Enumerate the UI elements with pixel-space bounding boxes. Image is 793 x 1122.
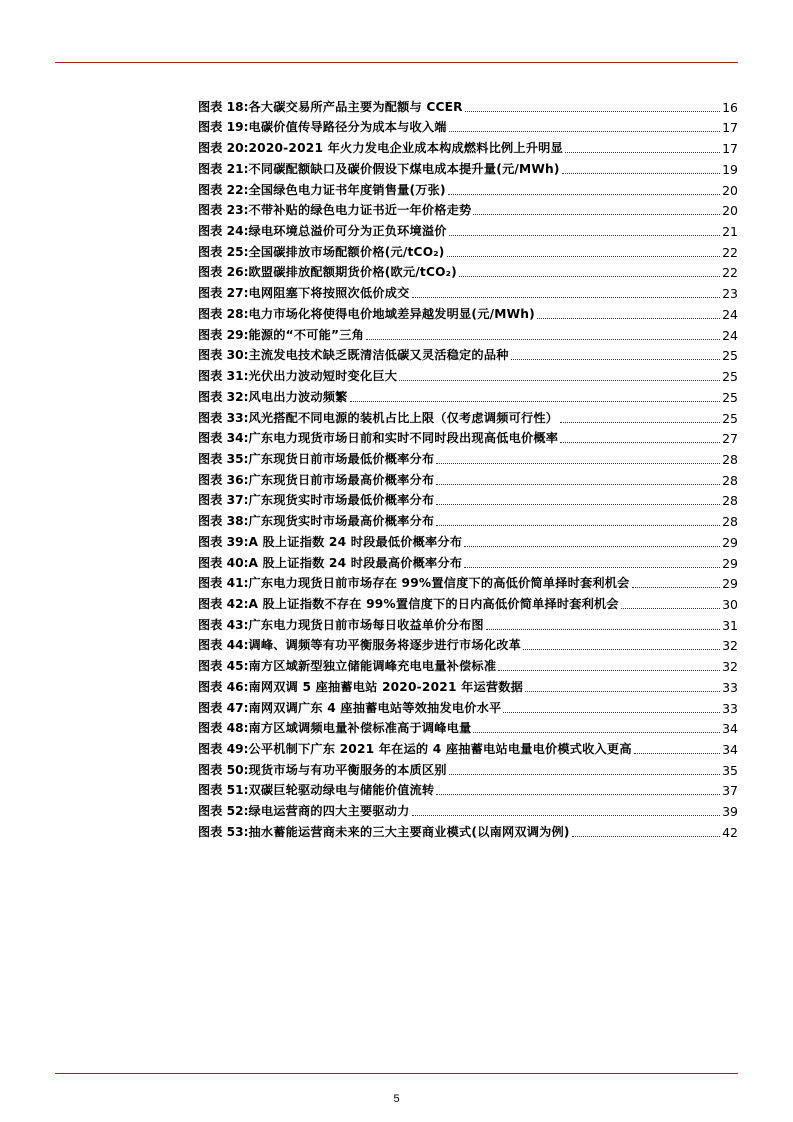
toc-entry-page: 42 bbox=[722, 824, 738, 840]
dot-leader bbox=[465, 110, 720, 112]
toc-entry-page: 34 bbox=[722, 742, 738, 757]
toc-entry-title: 公平机制下广东 2021 年在运的 4 座抽蓄电站电量电价模式收入更高 bbox=[248, 742, 632, 756]
toc-entry-page: 28 bbox=[722, 493, 738, 509]
toc-entry-page: 25 bbox=[722, 369, 738, 385]
toc-entry-label: 图表 36: bbox=[198, 472, 249, 487]
toc-entry-label: 图表 48: bbox=[198, 721, 249, 736]
toc-entry[interactable] bbox=[198, 633, 738, 654]
header-rule bbox=[55, 62, 738, 63]
dot-leader bbox=[560, 421, 720, 423]
toc-entry-page: 32 bbox=[722, 659, 738, 675]
toc-entry[interactable] bbox=[198, 798, 738, 819]
dot-leader bbox=[436, 503, 720, 505]
toc-entry-page: 32 bbox=[722, 638, 738, 654]
toc-entry-page: 29 bbox=[722, 555, 738, 571]
toc-entry-page: 29 bbox=[722, 576, 738, 592]
dot-leader bbox=[399, 379, 720, 381]
toc-entry-label: 图表 40: bbox=[198, 555, 249, 570]
toc-entry-page: 24 bbox=[722, 306, 738, 322]
toc-entry-page: 24 bbox=[722, 327, 738, 343]
dot-leader bbox=[449, 773, 720, 775]
dot-leader bbox=[436, 793, 720, 795]
toc-entry-label: 图表 26: bbox=[198, 265, 249, 280]
dot-leader bbox=[562, 172, 720, 174]
toc-entry[interactable] bbox=[198, 488, 738, 509]
toc-entry[interactable] bbox=[198, 135, 738, 156]
toc-entry-label: 图表 51: bbox=[198, 783, 249, 798]
toc-entry[interactable] bbox=[198, 218, 738, 239]
toc-entry-title: 不同碳配额缺口及碳价假设下煤电成本提升量(元/MWh) bbox=[248, 161, 560, 176]
toc-entry[interactable] bbox=[198, 778, 738, 799]
toc-entry[interactable] bbox=[198, 405, 738, 426]
toc-entry-label: 图表 20: bbox=[198, 141, 249, 156]
toc-entry[interactable] bbox=[198, 653, 738, 674]
toc-entry-page: 35 bbox=[722, 762, 738, 778]
toc-entry-label: 图表 30: bbox=[198, 348, 249, 363]
dot-leader bbox=[350, 400, 720, 402]
toc-entry[interactable] bbox=[198, 343, 738, 364]
toc-entry-title: 风电出力波动频繁 bbox=[248, 389, 348, 404]
toc-entry-page: 25 bbox=[722, 410, 738, 426]
toc-entry-title: 全国绿色电力证书年度销售量(万张) bbox=[248, 182, 446, 197]
toc-entry[interactable] bbox=[198, 426, 738, 447]
toc-entry-label: 图表 28: bbox=[198, 306, 249, 321]
toc-entry-label: 图表 37: bbox=[198, 493, 249, 508]
toc-entry-label: 图表 38: bbox=[198, 514, 249, 529]
toc-entry-label: 图表 18: bbox=[198, 99, 249, 114]
dot-leader bbox=[436, 524, 720, 526]
toc-entry-label: 图表 35: bbox=[198, 451, 249, 466]
dot-leader bbox=[447, 255, 720, 257]
toc-entry-page: 34 bbox=[722, 721, 738, 737]
toc-entry-title: 广东电力现货市场日前和实时不同时段出现高低电价概率 bbox=[248, 431, 559, 446]
dot-leader bbox=[459, 275, 720, 277]
toc-entry-page: 28 bbox=[722, 451, 738, 467]
toc-entry[interactable] bbox=[198, 550, 738, 571]
toc-entry-title: 各大碳交易所产品主要为配额与 CCER bbox=[248, 99, 463, 114]
toc-entry[interactable] bbox=[198, 736, 738, 757]
toc-entry-label: 图表 44: bbox=[198, 638, 249, 653]
dot-leader bbox=[565, 151, 720, 153]
toc-entry-title: 调峰、调频等有功平衡服务将逐步进行市场化改革 bbox=[248, 638, 521, 653]
toc-entry-title: 主流发电技术缺乏既清洁低碳又灵活稳定的品种 bbox=[248, 348, 509, 363]
toc-entry[interactable] bbox=[198, 591, 738, 612]
toc-entry[interactable] bbox=[198, 612, 738, 633]
toc-entry[interactable] bbox=[198, 529, 738, 550]
toc-entry-label: 图表 52: bbox=[198, 804, 249, 819]
toc-entry-title: 广东现货日前市场最高价概率分布 bbox=[248, 472, 435, 487]
toc-entry-label: 图表 47: bbox=[198, 700, 249, 715]
toc-entry[interactable] bbox=[198, 280, 738, 301]
toc-entry-page: 17 bbox=[722, 141, 738, 157]
toc-entry-title: 不带补贴的绿色电力证书近一年价格走势 bbox=[248, 203, 472, 218]
toc-entry-title: 现货市场与有功平衡服务的本质区别 bbox=[248, 762, 447, 777]
toc-entry-page: 16 bbox=[722, 99, 738, 115]
toc-entry[interactable] bbox=[198, 757, 738, 778]
toc-entry-label: 图表 49: bbox=[198, 742, 249, 756]
toc-entry-label: 图表 34: bbox=[198, 431, 249, 446]
toc-entry-label: 图表 21: bbox=[198, 161, 249, 176]
toc-entry-label: 图表 50: bbox=[198, 762, 249, 777]
toc-entry-page: 23 bbox=[722, 286, 738, 302]
toc-entry-page: 29 bbox=[722, 534, 738, 550]
toc-entry[interactable] bbox=[198, 384, 738, 405]
toc-entry-label: 图表 41: bbox=[198, 576, 249, 591]
toc-entry-page: 22 bbox=[722, 265, 738, 281]
toc-entry-label: 图表 53: bbox=[198, 824, 249, 839]
dot-leader bbox=[632, 586, 720, 588]
dot-leader bbox=[511, 358, 720, 360]
toc-entry-title: 南网双调广东 4 座抽蓄电站等效抽发电价水平 bbox=[248, 700, 502, 715]
toc-entry-page: 20 bbox=[722, 182, 738, 198]
dot-leader bbox=[449, 234, 720, 236]
dot-leader bbox=[412, 814, 721, 816]
dot-leader bbox=[412, 296, 721, 298]
toc-entry-title: A 股上证指数 24 时段最低价概率分布 bbox=[248, 534, 463, 549]
toc-entry-page: 33 bbox=[722, 700, 738, 716]
toc-entry-label: 图表 22: bbox=[198, 182, 249, 197]
dot-leader bbox=[436, 483, 720, 485]
toc-entry-title: 广东电力现货日前市场存在 99%置信度下的高低价简单择时套利机会 bbox=[248, 576, 630, 591]
footer-rule bbox=[55, 1073, 738, 1074]
toc-entry-label: 图表 29: bbox=[198, 327, 249, 342]
toc-entry-label: 图表 27: bbox=[198, 286, 249, 301]
dot-leader bbox=[537, 317, 720, 319]
toc-entry-label: 图表 43: bbox=[198, 617, 249, 632]
toc-entry-title: 光伏出力波动短时变化巨大 bbox=[248, 369, 398, 384]
toc-entry-label: 图表 24: bbox=[198, 224, 249, 239]
page-number: 5 bbox=[393, 1093, 400, 1105]
toc-entry-title: 广东电力现货日前市场每日收益单价分布图 bbox=[248, 617, 484, 632]
toc-entry-title: 全国碳排放市场配额价格(元/tCO₂) bbox=[248, 244, 445, 259]
toc-entry[interactable] bbox=[198, 674, 738, 695]
toc-entry-label: 图表 31: bbox=[198, 369, 249, 384]
toc-entry-page: 22 bbox=[722, 244, 738, 260]
toc-entry-page: 25 bbox=[722, 389, 738, 405]
dot-leader bbox=[560, 441, 720, 443]
toc-entry[interactable] bbox=[198, 260, 738, 281]
toc-entry-page: 30 bbox=[722, 596, 738, 612]
toc-entry-title: 广东现货日前市场最低价概率分布 bbox=[248, 451, 435, 466]
table-of-figures bbox=[198, 94, 738, 840]
toc-entry-title: 南网双调 5 座抽蓄电站 2020-2021 年运营数据 bbox=[248, 679, 524, 694]
dot-leader bbox=[486, 628, 720, 630]
toc-entry-page: 28 bbox=[722, 514, 738, 530]
toc-entry-title: 南方区域新型独立储能调峰充电电量补偿标准 bbox=[248, 659, 497, 674]
toc-entry-page: 37 bbox=[722, 783, 738, 799]
dot-leader bbox=[449, 130, 720, 132]
toc-entry-title: 能源的“不可能”三角 bbox=[248, 327, 364, 342]
toc-entry-title: 2020-2021 年火力发电企业成本构成燃料比例上升明显 bbox=[248, 141, 563, 156]
toc-entry-title: A 股上证指数 24 时段最高价概率分布 bbox=[248, 555, 463, 570]
dot-leader bbox=[464, 545, 720, 547]
toc-entry[interactable] bbox=[198, 446, 738, 467]
dot-leader bbox=[498, 669, 720, 671]
toc-entry-title: 欧盟碳排放配额期货价格(欧元/tCO₂) bbox=[248, 265, 457, 280]
toc-entry[interactable] bbox=[198, 322, 738, 343]
dot-leader bbox=[448, 193, 720, 195]
toc-entry-page: 31 bbox=[722, 617, 738, 633]
toc-entry-page: 21 bbox=[722, 224, 738, 240]
toc-entry[interactable] bbox=[198, 301, 738, 322]
toc-entry-title: 广东现货实时市场最低价概率分布 bbox=[248, 493, 435, 508]
toc-entry[interactable] bbox=[198, 239, 738, 260]
toc-entry[interactable] bbox=[198, 695, 738, 716]
dot-leader bbox=[473, 213, 720, 215]
dot-leader bbox=[473, 731, 720, 733]
toc-entry-page: 27 bbox=[722, 431, 738, 447]
toc-entry-title: 抽水蓄能运营商未来的三大主要商业模式(以南网双调为例) bbox=[248, 824, 570, 839]
toc-entry-title: 电力市场化将使得电价地域差异越发明显(元/MWh) bbox=[248, 306, 535, 321]
toc-entry-label: 图表 32: bbox=[198, 389, 249, 404]
dot-leader bbox=[464, 566, 720, 568]
toc-entry[interactable] bbox=[198, 177, 738, 198]
toc-entry[interactable] bbox=[198, 819, 738, 840]
dot-leader bbox=[366, 338, 720, 340]
toc-entry-label: 图表 25: bbox=[198, 244, 249, 259]
toc-entry-label: 图表 19: bbox=[198, 120, 249, 135]
toc-entry-label: 图表 39: bbox=[198, 534, 249, 549]
toc-entry-page: 25 bbox=[722, 348, 738, 364]
toc-entry-page: 28 bbox=[722, 472, 738, 488]
toc-entry-title: 双碳巨轮驱动绿电与储能价值流转 bbox=[248, 783, 435, 798]
toc-entry[interactable] bbox=[198, 156, 738, 177]
dot-leader bbox=[436, 462, 720, 464]
toc-entry[interactable] bbox=[198, 467, 738, 488]
dot-leader bbox=[523, 648, 720, 650]
toc-entry[interactable] bbox=[198, 115, 738, 136]
dot-leader bbox=[634, 752, 720, 754]
toc-entry-page: 19 bbox=[722, 161, 738, 177]
toc-entry-page: 39 bbox=[722, 804, 738, 820]
toc-entry-title: 电网阻塞下将按照次低价成交 bbox=[248, 286, 410, 301]
dot-leader bbox=[621, 607, 720, 609]
toc-entry-label: 图表 33: bbox=[198, 410, 249, 425]
toc-entry[interactable] bbox=[198, 198, 738, 219]
toc-entry-title: 电碳价值传导路径分为成本与收入端 bbox=[248, 120, 447, 135]
toc-entry-title: 广东现货实时市场最高价概率分布 bbox=[248, 514, 435, 529]
toc-entry-label: 图表 45: bbox=[198, 659, 249, 674]
toc-entry-title: 风光搭配不同电源的装机占比上限（仅考虑调频可行性） bbox=[248, 410, 559, 425]
toc-entry-title: 绿电运营商的四大主要驱动力 bbox=[248, 804, 410, 819]
toc-entry-page: 20 bbox=[722, 203, 738, 219]
toc-entry-title: 绿电环境总溢价可分为正负环境溢价 bbox=[248, 224, 447, 239]
toc-entry[interactable] bbox=[198, 716, 738, 737]
toc-entry[interactable] bbox=[198, 571, 738, 592]
toc-entry-title: A 股上证指数不存在 99%置信度下的日内高低价简单择时套利机会 bbox=[248, 596, 619, 611]
dot-leader bbox=[572, 835, 720, 837]
toc-entry-title: 南方区域调频电量补偿标准高于调峰电量 bbox=[248, 721, 472, 736]
dot-leader bbox=[503, 711, 720, 713]
toc-entry-label: 图表 23: bbox=[198, 203, 249, 218]
dot-leader bbox=[525, 690, 720, 692]
toc-entry[interactable] bbox=[198, 94, 738, 115]
toc-entry-label: 图表 46: bbox=[198, 679, 249, 694]
toc-entry-label: 图表 42: bbox=[198, 596, 249, 611]
toc-entry[interactable] bbox=[198, 363, 738, 384]
toc-entry-page: 17 bbox=[722, 120, 738, 136]
toc-entry-page: 33 bbox=[722, 679, 738, 695]
toc-entry[interactable] bbox=[198, 508, 738, 529]
